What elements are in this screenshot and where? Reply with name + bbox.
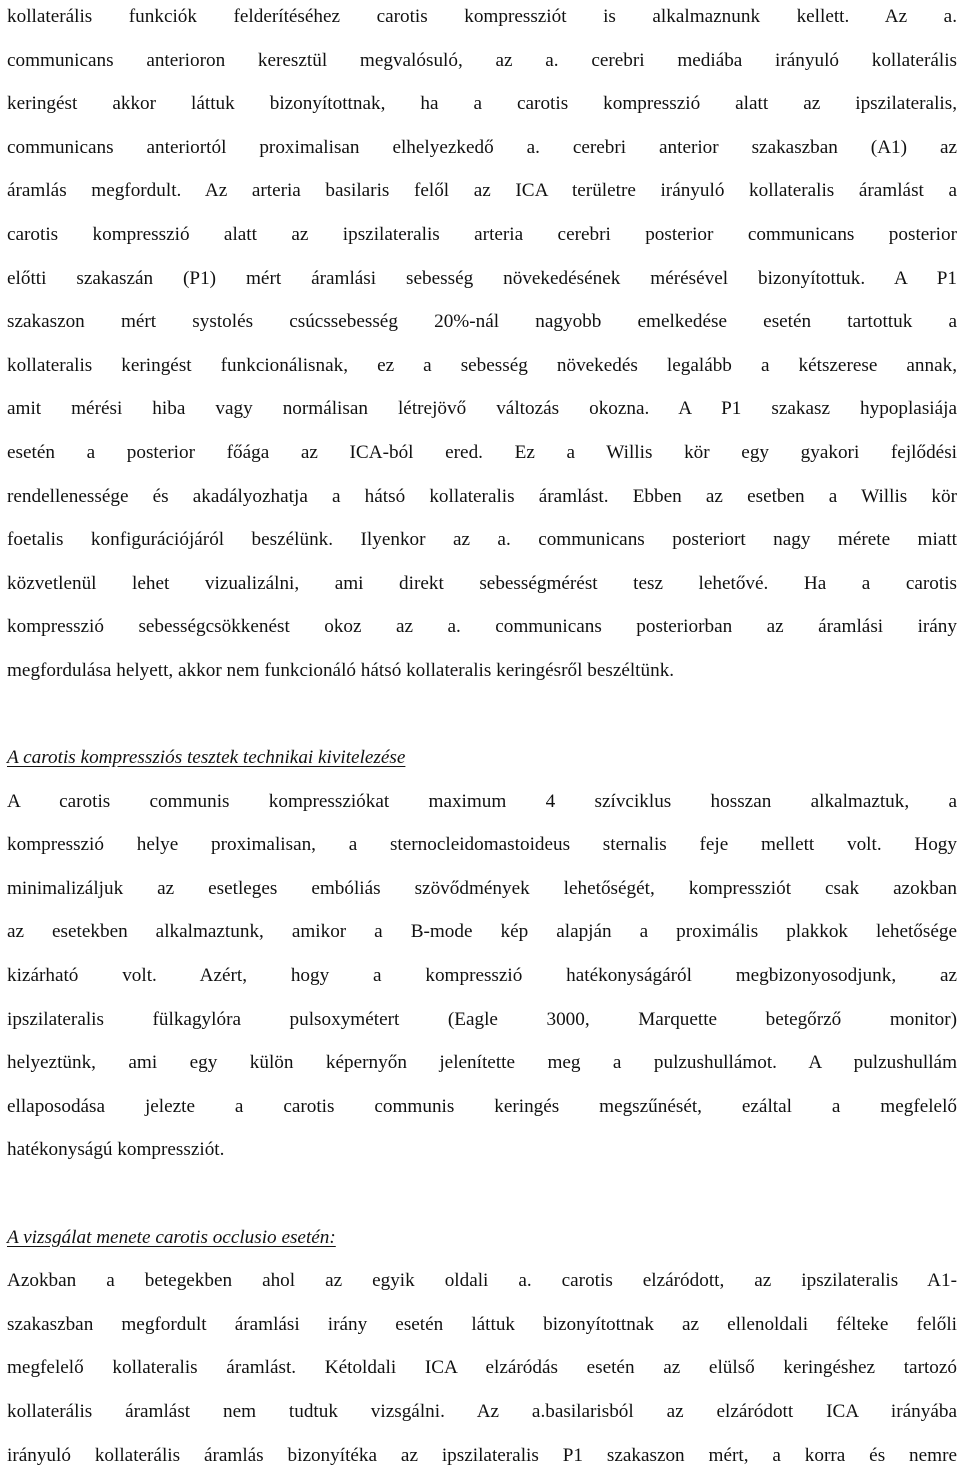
text-line: irányuló kollaterális áramlás bizonyítéka az ipszilateralis P1 szakaszon mért, a korra és nemre	[7, 1444, 957, 1466]
section-heading-text: A vizsgálat menete carotis occlusio esetén:	[7, 1226, 336, 1248]
text-line: rendellenessége és akadályozhatja a hátsó kollateralis áramlást. Ebben az esetben a Willis kör	[7, 485, 957, 507]
text-line: foetalis konfigurációjáról beszélünk. Ilyenkor az a. communicans posteriort nagy mérete miatt	[7, 529, 957, 551]
text-line: közvetlenül lehet vizualizálni, ami direkt sebességmérést tesz lehetővé. Ha a carotis	[7, 572, 957, 594]
paragraph-gap	[7, 1172, 957, 1216]
text-line: megfordulása helyett, akkor nem funkcionáló hátsó kollateralis keringésről beszéltünk.	[7, 659, 675, 681]
text-line: communicans anteriortól proximalisan elhelyezkedő a. cerebri anterior szakaszban (A1) az	[7, 136, 957, 158]
text-line: kompresszió helye proximalisan, a sternocleidomastoideus sternalis feje mellett volt. Hogy	[7, 834, 957, 856]
text-line: szakaszban megfordult áramlási irány esetén láttuk bizonyítottnak az ellenoldali félteke felőli	[7, 1313, 957, 1335]
text-line: Azokban a betegekben ahol az egyik oldali a. carotis elzáródott, az ipszilateralis A1-	[7, 1270, 957, 1292]
text-line: minimalizáljuk az esetleges embóliás szövődmények lehetőségét, kompressziót csak azokban	[7, 877, 957, 899]
document-page	[7, 0, 957, 1477]
text-line: A carotis communis kompressziókat maximum 4 szívciklus hosszan alkalmaztuk, a	[7, 790, 957, 812]
text-line: ipszilateralis fülkagylóra pulsoxymétert (Eagle 3000, Marquette betegőrző monitor)	[7, 1008, 957, 1030]
text-line: kollaterális áramlást nem tudtuk vizsgálni. Az a.basilarisból az elzáródott ICA irányába	[7, 1401, 957, 1422]
section-technique	[7, 736, 957, 1172]
text-line: kollateralis keringést funkcionálisnak, ez a sebesség növekedés legalább a kétszerese annak,	[7, 354, 957, 376]
text-line: carotis kompresszió alatt az ipszilateralis arteria cerebri posterior communicans posterior	[7, 223, 957, 245]
text-line: előtti szakaszán (P1) mért áramlási sebesség növekedésének mérésével bizonyítottuk. A P1	[7, 267, 957, 289]
section-heading-text: A carotis kompressziós tesztek technikai kivitelezése	[7, 747, 406, 769]
text-line: kollaterális funkciók felderítéséhez carotis kompressziót is alkalmaznunk kellett. Az a.	[7, 6, 957, 27]
section-heading	[7, 736, 957, 780]
text-line: szakaszon mért systolés csúcssebesség 20%-nál nagyobb emelkedése esetén tartottuk a	[7, 311, 957, 333]
paragraph-collateral-assessment	[7, 0, 957, 693]
text-line: amit mérési hiba vagy normálisan létrejövő változás okozna. A P1 szakasz hypoplasiája	[7, 398, 957, 420]
section-occlusion-procedure	[7, 1216, 957, 1477]
paragraph-gap	[7, 693, 957, 737]
text-line: megfelelő kollateralis áramlást. Kétoldali ICA elzáródás esetén az elülső keringéshez tartozó	[7, 1357, 957, 1379]
text-line: communicans anterioron keresztül megvalósuló, az a. cerebri mediába irányuló kollaterális	[7, 49, 957, 71]
text-line: áramlás megfordult. Az arteria basilaris felől az ICA területre irányuló kollateralis áramlást a	[7, 180, 957, 202]
section-heading	[7, 1216, 957, 1260]
text-line: hatékonyságú kompressziót.	[7, 1139, 225, 1161]
text-line: kizárható volt. Azért, hogy a kompresszió hatékonyságáról megbizonyosodjunk, az	[7, 965, 957, 987]
text-line: esetén a posterior főága az ICA-ból ered. Ez a Willis kör egy gyakori fejlődési	[7, 441, 957, 463]
text-line: ellaposodása jelezte a carotis communis keringés megszűnését, ezáltal a megfelelő	[7, 1095, 957, 1117]
text-line: keringést akkor láttuk bizonyítottnak, ha a carotis kompresszió alatt az ipszilateralis,	[7, 93, 957, 115]
text-line: helyeztünk, ami egy külön képernyőn jelenítette meg a pulzushullámot. A pulzushullám	[7, 1052, 957, 1074]
text-line: az esetekben alkalmaztunk, amikor a B-mode kép alapján a proximális plakkok lehetősége	[7, 921, 957, 943]
text-line: kompresszió sebességcsökkenést okoz az a. communicans posteriorban az áramlási irány	[7, 616, 957, 638]
